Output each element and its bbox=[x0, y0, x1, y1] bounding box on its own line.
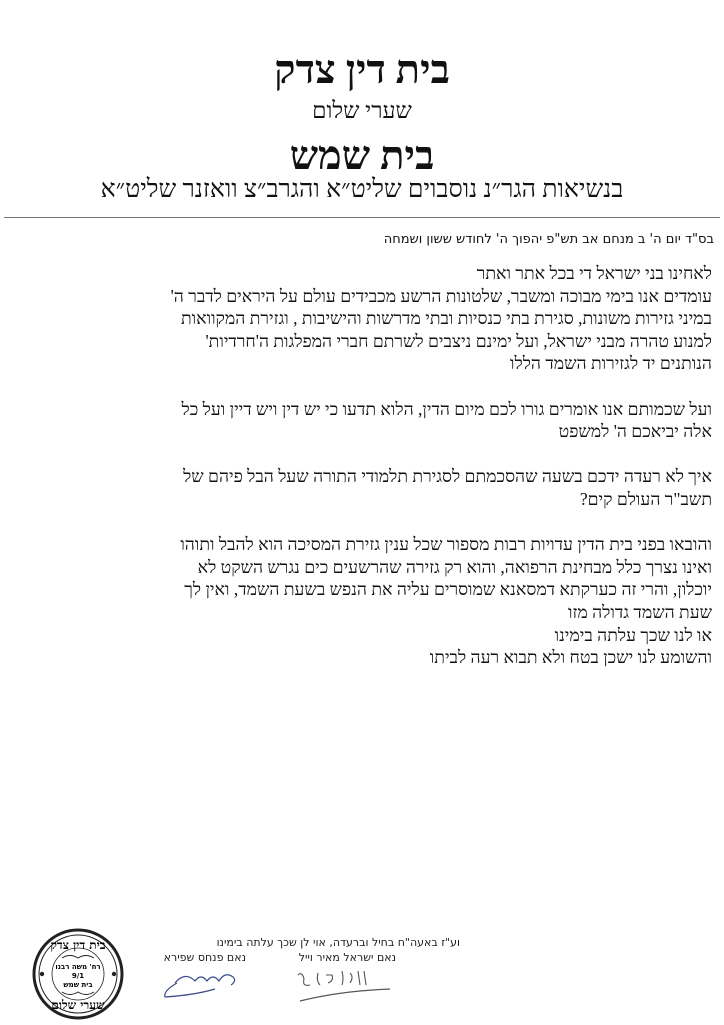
paragraph-2 bbox=[92, 398, 712, 443]
court-subtitle: שערי שלום bbox=[312, 98, 412, 123]
stamp-line3: בית שמש bbox=[63, 981, 93, 989]
court-title: בית דין צדק bbox=[274, 47, 450, 92]
closing-line: וע"ז באעה"ח בחיל וברעדה, אוי לן שכך עלתה בימינו bbox=[216, 936, 460, 949]
paragraph-3 bbox=[92, 465, 712, 510]
text-line: במיני גזירות משונות, סגירת בתי כנסיות ובתי מדרשות והישיבות , וגזירת המקוואות bbox=[180, 308, 712, 329]
signer-weil: נאם ישראל מאיר וייל bbox=[298, 951, 396, 964]
text-line: אלה יביאכם ה' למשפט bbox=[558, 421, 712, 442]
paragraph-4 bbox=[92, 533, 712, 669]
letter-body bbox=[92, 262, 712, 669]
signer-shapira: נאם פנחס שפירא bbox=[163, 951, 246, 964]
court-presidency: בנשיאות הגר״נ נוסבוים שליט״א והגרב״צ וואזנר שליט״א bbox=[100, 176, 624, 203]
court-stamp bbox=[30, 928, 126, 1020]
signature-weil bbox=[290, 965, 400, 1005]
signature-shapira bbox=[155, 965, 250, 1005]
court-city: בית שמש bbox=[289, 133, 435, 178]
text-line: למנוע טהרה מבני ישראל, ועל ימינם ניצבים לשרתם חברי המפלגות ה'חרדיות' bbox=[205, 330, 712, 351]
text-line: איך לא רעדה ידכם בשעה שהסכמתם לסגירת תלמודי התורה שעל הבל פיהם של bbox=[183, 466, 712, 487]
text-line: והובאו בפני בית הדין עדויות רבות מספור שכל ענין גזירת המסיכה הוא להבל ותוהו bbox=[180, 534, 712, 555]
date-line: בס"ד יום ה' ב מנחם אב תש"פ יהפוך ה' לחודש ששון ושמחה bbox=[383, 232, 714, 247]
text-line: יוכלון, והרי זה כערקתא דמסאנא שמוסרים עליה את הנפש בשעת השמד, ואין לך bbox=[184, 579, 712, 600]
text-line: עומדים אנו בימי מבוכה ומשבר, שלטונות הרשע מכבידים עולם על היראים לדבר ה' bbox=[170, 285, 712, 306]
text-line: לאחינו בני ישראל די בכל אתר ואתר bbox=[476, 263, 712, 283]
text-line: והשומע לנו ישכן בטח ולא תבוא רעה לביתו bbox=[429, 647, 712, 668]
text-line: או לנו שכך עלתה בימינו bbox=[554, 624, 712, 645]
stamp-line1: רח' משה רבנו bbox=[55, 963, 101, 971]
stamp-top: בית דין צדק bbox=[50, 938, 106, 952]
paragraph-1 bbox=[92, 262, 712, 375]
text-line: ועל שכמותם אנו אומרים גורו לכם מיום הדין, הלוא תדעו כי יש דין ויש דיין ועל כל bbox=[181, 398, 712, 419]
header-divider bbox=[4, 217, 720, 218]
text-line: תשב"ר העולם קים? bbox=[579, 488, 712, 509]
text-line: ואינו נצרך כלל מבחינת הרפואה, והוא רק גזירה שהרשעים כים נגרש השקט לא bbox=[197, 556, 712, 577]
stamp-bottom: שערי שלום bbox=[51, 998, 105, 1012]
stamp-line2: 9/1 bbox=[71, 972, 85, 980]
text-line: הנותנים יד לגזירות השמד הללו bbox=[510, 353, 712, 374]
text-line: שעת השמד גדולה מזו bbox=[568, 601, 712, 622]
